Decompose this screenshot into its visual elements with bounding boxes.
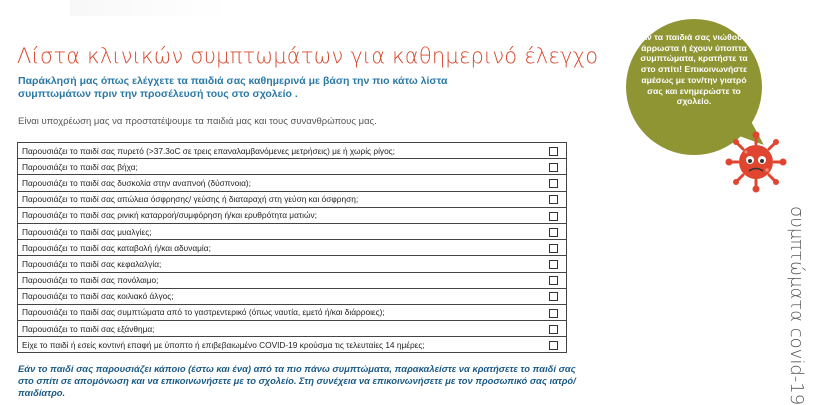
checklist-checkbox[interactable]	[549, 212, 558, 221]
checklist-checkbox[interactable]	[549, 276, 558, 285]
checklist-checkbox[interactable]	[549, 228, 558, 237]
checkbox-cell	[483, 175, 567, 191]
checklist-checkbox[interactable]	[549, 341, 558, 350]
checklist-checkbox[interactable]	[549, 325, 558, 334]
intro-text: Παράκλησή μας όπως ελέγχετε τα παιδιά σας καθημερινά με βάση την πιο κάτω λίστα συμπτωμάτων πριν την προσέλευσή τους στο σχολείο .	[18, 75, 448, 100]
checklist-item-text: Παρουσιάζει το παιδί σας πυρετό (>37.3oC σε τρεις επαναλαμβανόμενες μετρήσεις) με ή χωρίς ρίγος;	[18, 143, 484, 159]
checklist-row	[18, 240, 567, 256]
checkbox-cell	[483, 223, 567, 239]
checklist-row	[18, 256, 567, 272]
checklist-checkbox[interactable]	[549, 195, 558, 204]
checklist-item-text: Παρουσιάζει το παιδί σας βήχα;	[18, 159, 484, 175]
checklist-row	[18, 304, 567, 320]
checkbox-cell	[483, 159, 567, 175]
top-fade-decoration	[70, 0, 230, 16]
checklist-row	[18, 191, 567, 207]
note-text: Είναι υποχρέωση μας να προστατέψουμε τα παιδιά μας και τους συνανθρώπους μας.	[18, 116, 377, 127]
checklist-checkbox[interactable]	[549, 260, 558, 269]
checklist-item-text: Παρουσιάζει το παιδί σας καταβολή ή/και αδυναμία;	[18, 240, 484, 256]
checkbox-cell	[483, 272, 567, 288]
checklist-item-text: Παρουσιάζει το παιδί σας πονόλαιμο;	[18, 272, 484, 288]
checklist-checkbox[interactable]	[549, 179, 558, 188]
checklist-item-text: Είχε το παιδί ή εσείς κοντινή επαφή με ύποπτο ή επιβεβαιωμένο COVID-19 κρούσμα τις τελευταίες 14 ημέρες;	[18, 337, 484, 353]
checkbox-cell	[483, 337, 567, 353]
checklist-item-text: Παρουσιάζει το παιδί σας συμπτώματα από το γαστρεντερικό (όπως ναυτία, εμετό ή/και διάρροιες);	[18, 304, 484, 320]
checklist-row	[18, 143, 567, 159]
checkbox-cell	[483, 143, 567, 159]
footer-text: Εάν το παιδί σας παρουσιάζει κάποιο (έστω και ένα) από τα πιο πάνω συμπτώματα, παρακαλείστε να κρατήσετε το παιδί σας στο σπίτι σε απομόνωση και να επικοινωνήσετε με το σχολείο. Στη συνέχεια να επικοινωνήσετε με τον προσωπικό σας ιατρό/παιδίατρο.	[18, 363, 576, 398]
checkbox-cell	[483, 304, 567, 320]
speech-bubble-text: Αν τα παιδιά σας νιώθουν άρρωστα ή έχουν ύποπτα συμπτώματα, κρατήστε τα στο σπίτι! Επικοινωνήστε αμέσως με τον/την γιατρό σας και ενημερώστε το σχολείο.	[640, 32, 748, 107]
checklist-row	[18, 159, 567, 175]
checklist-checkbox[interactable]	[549, 163, 558, 172]
checklist-checkbox[interactable]	[549, 147, 558, 156]
checklist-row	[18, 288, 567, 304]
checkbox-cell	[483, 288, 567, 304]
checkbox-cell	[483, 191, 567, 207]
checklist-item-text: Παρουσιάζει το παιδί σας ρινική καταρροή/συμφόρηση ή/και ερυθρότητα ματιών;	[18, 207, 484, 223]
checklist-item-text: Παρουσιάζει το παιδί σας κεφαλαλγία;	[18, 256, 484, 272]
checklist-row	[18, 321, 567, 337]
checklist-item-text: Παρουσιάζει το παιδί σας μυαλγίες;	[18, 223, 484, 239]
page-title: Λίστα κλινικών συμπτωμάτων για καθημερινό έλεγχο	[17, 44, 599, 68]
virus-icon	[724, 130, 788, 194]
checklist-checkbox[interactable]	[549, 292, 558, 301]
checklist-row	[18, 207, 567, 223]
checklist-checkbox[interactable]	[549, 244, 558, 253]
vertical-label: συμπτώματα covid-19	[786, 206, 807, 405]
checklist-row	[18, 175, 567, 191]
checklist-checkbox[interactable]	[549, 309, 558, 318]
checklist-item-text: Παρουσιάζει το παιδί σας δυσκολία στην αναπνοή (δύσπνοια);	[18, 175, 484, 191]
checkbox-cell	[483, 240, 567, 256]
checkbox-cell	[483, 207, 567, 223]
checklist-row	[18, 272, 567, 288]
symptom-checklist	[17, 142, 567, 353]
checklist-item-text: Παρουσιάζει το παιδί σας απώλεια όσφρησης/ γεύσης ή διαταραχή στη γεύση και όσφρηση;	[18, 191, 484, 207]
checkbox-cell	[483, 321, 567, 337]
checklist-item-text: Παρουσιάζει το παιδί σας εξάνθημα;	[18, 321, 484, 337]
checkbox-cell	[483, 256, 567, 272]
checklist-row	[18, 223, 567, 239]
checklist-item-text: Παρουσιάζει το παιδί σας κοιλιακό άλγος;	[18, 288, 484, 304]
checklist-row	[18, 337, 567, 353]
